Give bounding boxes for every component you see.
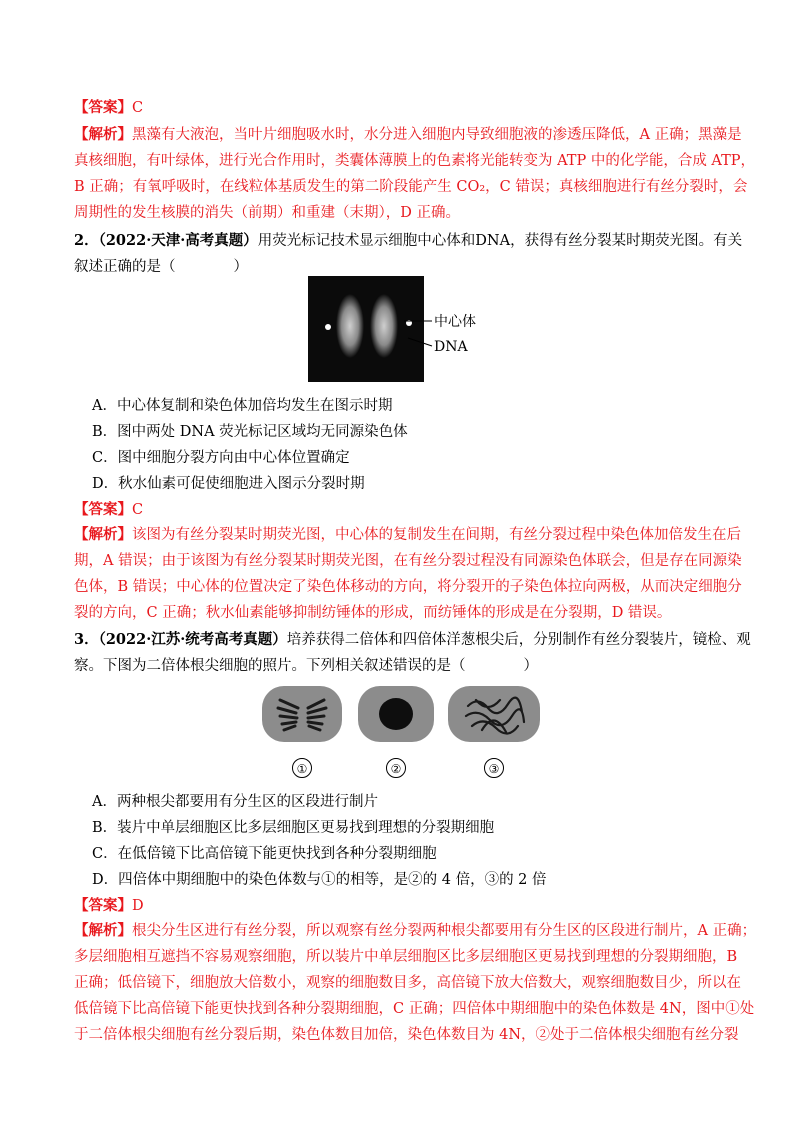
q2-answer: C [132, 502, 144, 518]
q2-analysis-line-4: 裂的方向，C 正确；秋水仙素能够抑制纺锤体的形成，而纺锤体的形成是在分裂期，D 错误。 [74, 605, 672, 621]
q2-option-a: A．中心体复制和染色体加倍均发生在图示时期 [92, 398, 393, 414]
q1-analysis-line-2: 真核细胞，有叶绿体，进行光合作用时，类囊体薄膜上的色素将光能转变为 ATP 中的化学能，合成 ATP， [74, 153, 756, 169]
answer-label: 【答案】 [74, 99, 132, 116]
q1-analysis-line-4: 周期性的发生核膜的消失（前期）和重建（末期），D 正确。 [74, 205, 460, 221]
q2-analysis-line-2: 期，A 错误；由于该图为有丝分裂某时期荧光图，在有丝分裂过程没有同源染色体联会，但是存在同源染 [74, 553, 742, 569]
q3-option-b: B．装片中单层细胞区比多层细胞区更易找到理想的分裂期细胞 [92, 820, 495, 836]
cell-photo-2 [358, 686, 434, 742]
q3-analysis-line-5: 于二倍体根尖细胞有丝分裂后期，染色体数目加倍，染色体数目为 4N，②处于二倍体根尖细胞有丝分裂 [74, 1027, 739, 1043]
q1-answer-line [74, 98, 143, 118]
q3-option-d: D．四倍体中期细胞中的染色体数与①的相等，是②的 4 倍，③的 2 倍 [92, 872, 547, 888]
q2-stem-line-1: 2．（2022·天津·高考真题）用荧光标记技术显示细胞中心体和DNA，获得有丝分裂某时期荧光图。有关 [74, 232, 743, 249]
interphase-nucleus [358, 686, 434, 742]
figure-label-3: ③ [484, 758, 504, 778]
q3-analysis-line-4: 低倍镜下比高倍镜下能更快找到各种分裂期细胞，C 正确；四倍体中期细胞中的染色体数是 4N，图中①处 [74, 1001, 755, 1017]
q3-analysis-line-2: 多层细胞相互遮挡不容易观察细胞，所以装片中单层细胞区比多层细胞区更易找到理想的分裂期细胞，B [74, 949, 738, 965]
centrosome-left [325, 324, 331, 330]
q2-analysis-line-3: 色体，B 错误；中心体的位置决定了染色体移动的方向，将分裂开的子染色体拉向两极，从而决定细胞分 [74, 579, 742, 595]
q3-option-a: A．两种根尖都要用有分生区的区段进行制片 [92, 794, 378, 810]
centrosome-label: 中心体 [434, 314, 476, 330]
q3-analysis-line-3: 正确；低倍镜下，细胞放大倍数小，观察的细胞数目多，高倍镜下放大倍数大，观察细胞数目少，所以在 [74, 975, 741, 991]
figure-leader-lines [404, 316, 434, 352]
cell-photo-3 [448, 686, 540, 742]
q3-stem-line-2: 察。下图为二倍体根尖细胞的照片。下列相关叙述错误的是（ ） [74, 658, 538, 674]
q1-answer: C [132, 100, 144, 116]
anaphase-chromosomes [262, 686, 342, 742]
q3-option-c: C．在低倍镜下比高倍镜下能更快找到各种分裂期细胞 [92, 846, 437, 862]
q2-stem-line-2: 叙述正确的是（ ） [74, 259, 248, 275]
cell-photo-1 [262, 686, 342, 742]
q3-number: 3． [74, 631, 99, 648]
q2-option-b: B．图中两处 DNA 荧光标记区域均无同源染色体 [92, 424, 408, 440]
q2-answer-line: 【答案】C [74, 501, 144, 518]
q2-option-d: D．秋水仙素可促使细胞进入图示分裂时期 [92, 476, 365, 492]
q2-analysis-line-1: 【解析】该图为有丝分裂某时期荧光图，中心体的复制发生在间期，有丝分裂过程中染色体加倍发生在后 [74, 526, 741, 543]
figure-label-1: ① [292, 758, 312, 778]
q3-stem-line-1: 3．（2022·江苏·统考高考真题）培养获得二倍体和四倍体洋葱根尖后，分别制作有丝分裂装片，镜检、观 [74, 631, 751, 648]
q1-analysis-line-1: 【解析】黑藻有大液泡，当叶片细胞吸水时，水分进入细胞内导致细胞液的渗透压降低，A 正确；黑藻是 [74, 126, 742, 143]
q2-source: （2022·天津·高考真题） [98, 232, 258, 249]
dna-region-left [336, 294, 364, 358]
figure-label-2: ② [386, 758, 406, 778]
q3-answer-line: 【答案】D [74, 897, 144, 914]
dna-label: DNA [434, 339, 468, 355]
q2-option-c: C．图中细胞分裂方向由中心体位置确定 [92, 450, 350, 466]
dna-region-right [370, 294, 398, 358]
q1-analysis-line-3: B 正确；有氧呼吸时，在线粒体基质发生的第二阶段能产生 CO₂，C 错误；真核细胞进行有丝分裂时，会 [74, 179, 748, 195]
q2-number: 2． [74, 232, 99, 249]
q3-analysis-line-1: 【解析】根尖分生区进行有丝分裂，所以观察有丝分裂两种根尖都要用有分生区的区段进行制片，A 正确； [74, 922, 757, 939]
prophase-chromosomes [448, 686, 540, 742]
q3-source: （2022·江苏·统考高考真题） [98, 631, 287, 648]
q3-answer: D [132, 898, 144, 914]
analysis-label: 【解析】 [74, 126, 132, 143]
